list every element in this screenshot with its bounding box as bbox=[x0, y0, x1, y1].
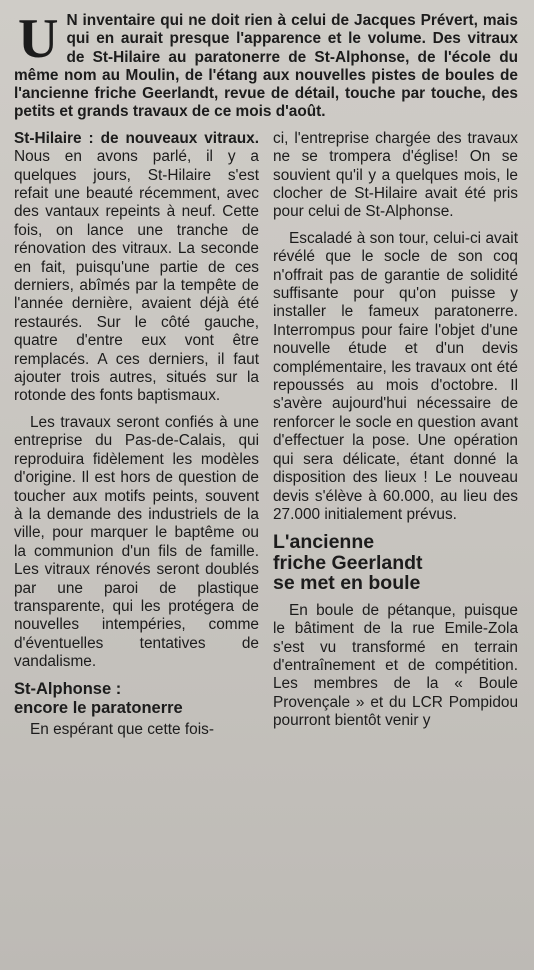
geerlandt-heading-line-2: friche Geerlandt bbox=[273, 551, 423, 574]
st-hilaire-paragraph-2: Les travaux seront confiés à une entreprise du Pas-de-Calais, qui reproduira fidèlement les modèles d'origine. Il est hors de question de toucher aux motifs peints, souvent à la demande des industriels de la ville, pour marquer le baptême ou la communion d'un fils de famille. Les vitraux rénovés seront doublés par une paroi de plastique transparente, qui les protégera de nouvelles intempéries, comme d'éventuelles tentatives de vandalisme. bbox=[14, 413, 259, 671]
st-alphonse-heading bbox=[14, 680, 259, 718]
right-column bbox=[273, 130, 518, 747]
st-hilaire-paragraph-1 bbox=[14, 130, 259, 406]
st-hilaire-text-1: Nous en avons parlé, il y a quelques jours, St-Hilaire s'est refait une beauté récemment, avec des vantaux repeints à neuf. Cette fois, on lance une tranche de rénovation des vitraux. La seconde en fait, puisqu'une partie de ces derniers, abîmés par la tempête de l'année dernière, avaient déjà été restaurés. Sur le côté gauche, quatre d'entre eux vont être remplacés. A ces derniers, il faut ajouter trois autres, situés sur la rotonde des fonts baptismaux. bbox=[14, 148, 259, 405]
st-alphonse-paragraph-1-start: En espérant que cette fois- bbox=[30, 720, 214, 738]
left-column bbox=[14, 130, 259, 747]
st-hilaire-heading: St-Hilaire : de nouveaux vitraux. bbox=[14, 129, 259, 147]
st-alphonse-heading-line-2: encore le paratonerre bbox=[14, 698, 183, 717]
st-alphonse-paragraph-1-continued: ci, l'entreprise chargée des travaux ne se trompera d'église! On se souvient qu'il y a quelques mois, le clocher de St-Hilaire avait été pris pour celui de St-Alphonse. bbox=[273, 129, 518, 221]
geerlandt-heading-line-1: L'ancienne bbox=[273, 531, 375, 554]
geerlandt-heading-line-3: se met en boule bbox=[273, 572, 421, 595]
st-alphonse-heading-line-1: St-Alphonse : bbox=[14, 679, 122, 698]
lede-text: N inventaire qui ne doit rien à celui de Jacques Prévert, mais qui en aurait presque l'apparence et le volume. Des vitraux de St-Hilaire au paratonerre de St-Alphonse, de l'école du même nom au Moulin, de l'étang aux nouvelles pistes de boules de l'ancienne friche Geerlandt, revue de détail, touche par touche, des petits et grands travaux de ce mois d'août. bbox=[14, 12, 518, 121]
article-lede bbox=[14, 8, 518, 122]
st-alphonse-paragraph-2: Escaladé à son tour, celui-ci avait révélé que le socle de son coq n'offrait pas de garantie de solidité suffisante pour qu'on puisse y installer le fameux paratonerre. Interrompus pour faire l'objet d'une nouvelle étude et d'un devis complémentaire, les travaux ont été repoussés au mois d'octobre. Il s'avère aujourd'hui nécessaire de renforcer le socle en question avant d'effectuer la pose. Une opération qui sera délicate, étant donné la disposition des lieux ! Le nouveau devis s'élève à 60.000, au lieu des 27.000 initialement prévus. bbox=[273, 229, 518, 523]
article-columns bbox=[14, 130, 518, 747]
geerlandt-heading bbox=[273, 532, 518, 594]
geerlandt-paragraph-1: En boule de pétanque, puisque le bâtiment de la rue Emile-Zola s'est vu transformé en terrain d'entraînement et de compétition. Les membres de la « Boule Provençale » et du LCR Pompidou pourront bientôt venir y bbox=[273, 601, 518, 730]
drop-cap: U bbox=[18, 8, 59, 70]
